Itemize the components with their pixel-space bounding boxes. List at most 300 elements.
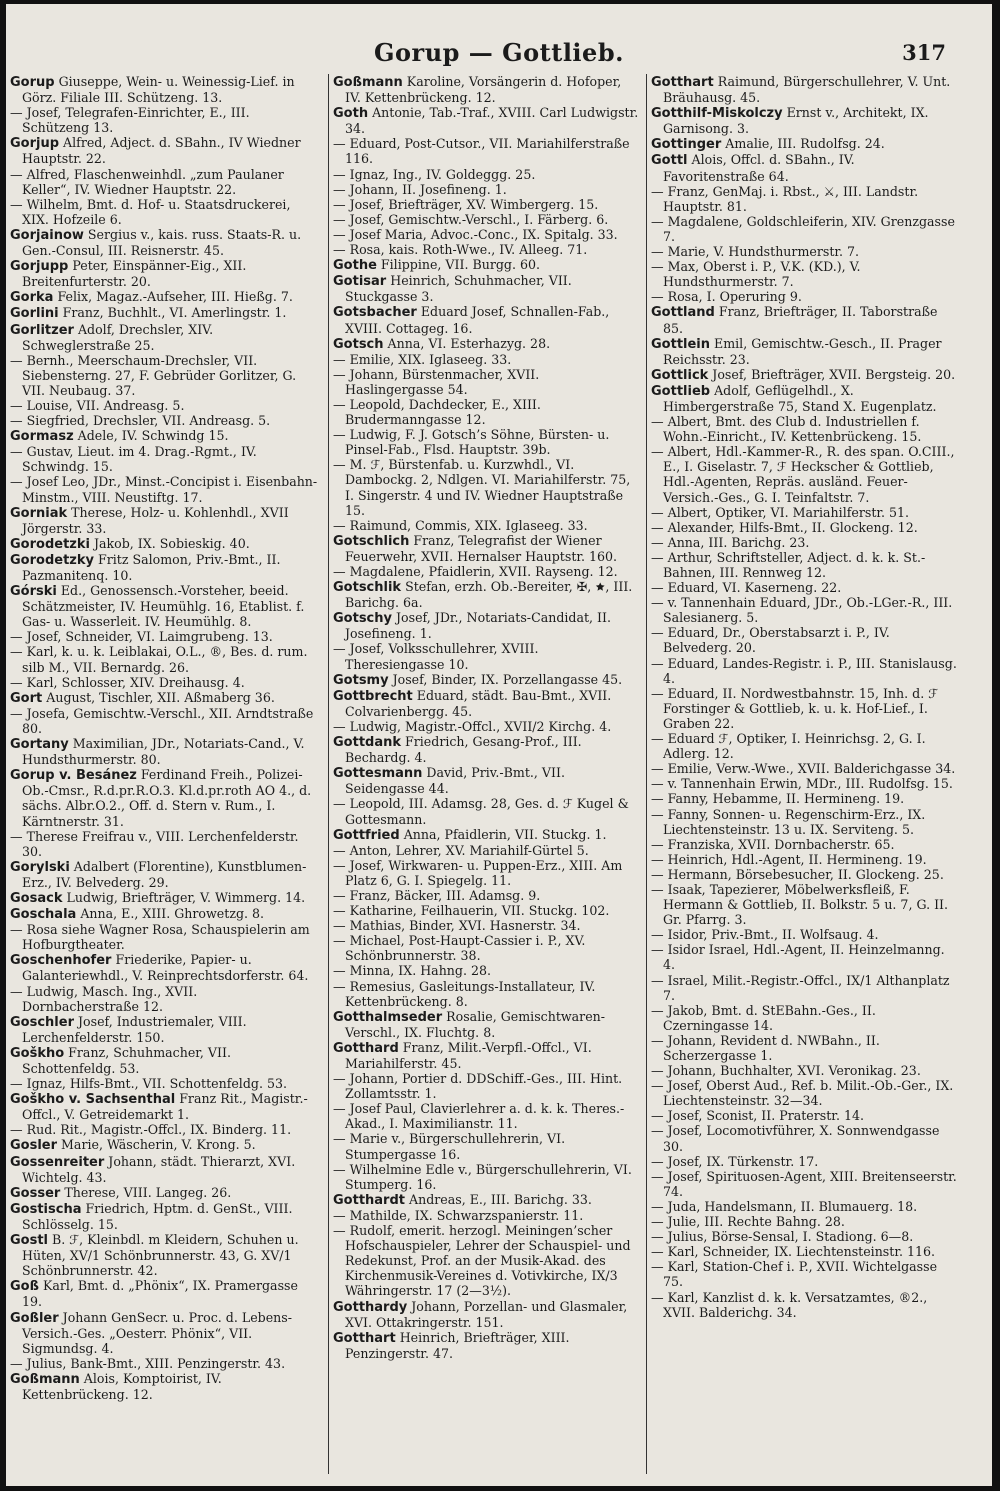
directory-entry [10,675,318,690]
directory-entry [10,474,318,504]
entry-surname: Gorjupp [10,259,69,275]
entry-surname: Gotthalmseder [333,1009,443,1025]
entry-text: — Josef, Schneider, VI. Laimgrubeng. 13. [10,629,273,645]
entry-text: — Leopold, III. Adamsg. 28, Ges. d. ℱ Kugel & Gottesmann. [333,796,629,827]
entry-text: — Josef, Gemischtw.-Verschl., I. Färberg. 6. [333,211,609,227]
running-head: Gorup — Gottlieb. [374,38,624,67]
directory-entry [651,1033,959,1063]
directory-entry [333,933,641,963]
entry-text: Andreas, E., III. Barichg. 33. [405,1191,592,1207]
entry-text: Friedrich, Hptm. d. GenSt., VIII. Schlösselg. 15. [22,1200,293,1232]
directory-entry [333,1101,641,1131]
entry-text: — Therese Freifrau v., VIII. Lerchenfelderstr. 30. [10,828,299,859]
entry-text: — Johann, Revident d. NWBahn., II. Scherzergasse 1. [651,1032,880,1063]
entry-text: — Johann, II. Josefineng. 1. [333,181,507,197]
entry-surname: Gorodetzky [10,552,94,568]
columns [10,74,956,1474]
page-number: 317 [902,40,946,65]
directory-entry [10,922,318,952]
entry-text: — Karl, k. u. k. Leiblakai, O.L., ®, Bes. d. rum. silb M., VII. Bernardg. 26. [10,644,308,675]
directory-entry [10,736,318,767]
directory-entry [651,1169,959,1199]
directory-entry [10,105,318,135]
directory-entry [10,829,318,859]
directory-entry [651,383,959,414]
entry-text: — Josef, IX. Türkenstr. 17. [651,1153,819,1169]
entry-surname: Gort [10,690,43,706]
directory-entry [333,352,641,367]
directory-entry [333,397,641,427]
entry-text: — Wilhelmine Edle v., Bürgerschullehrerin, VI. Stumperg. 16. [333,1161,632,1192]
directory-entry [10,74,318,105]
directory-entry [651,1063,959,1078]
entry-text: Alois, Offcl. d. SBahn., IV. Favoritenstraße 64. [663,152,855,184]
directory-entry [651,136,959,152]
directory-entry [10,890,318,906]
directory-entry [651,852,959,867]
entry-surname: Gorlitzer [10,322,74,338]
entry-text: — Arthur, Schriftsteller, Adject. d. k. k. St.-Bahnen, III. Rennweg 12. [651,549,926,580]
directory-entry [651,444,959,504]
entry-surname: Gorup v. Besánez [10,768,137,784]
directory-entry [333,367,641,397]
entry-surname: Gottlieb [651,383,711,399]
entry-surname: Gosser [10,1185,61,1201]
entry-text: — M. ℱ, Bürstenfab. u. Kurzwhdl., VI. Dambockg. 2, Ndlgen. VI. Mariahilferstr. 75, I. Singerstr. 4 und IV. Wiedner Hauptstraße 15. [333,457,631,518]
entry-text: — Isidor Israel, Hdl.-Agent, II. Heinzelmanng. 4. [651,942,945,973]
entry-text: — Jakob, Bmt. d. StEBahn.-Ges., II. Czerningasse 14. [651,1002,876,1033]
entry-text: Raimund, Bürgerschullehrer, V. Unt. Bräuhausg. 45. [663,74,951,106]
directory-entry [10,906,318,922]
directory-entry [10,1091,318,1122]
entry-surname: Goškho v. Sachsenthal [10,1092,176,1108]
directory-entry [10,690,318,706]
directory-entry [333,1131,641,1161]
entry-surname: Gottlein [651,336,711,352]
directory-entry [651,1078,959,1108]
entry-text: — Ludwig, Magistr.-Offcl., XVII/2 Kirchg. 4. [333,718,612,734]
directory-entry [10,984,318,1014]
entry-text: Jakob, IX. Sobieskig. 40. [89,535,250,551]
directory-entry [10,1356,318,1371]
entry-text: Adalbert (Florentine), Kunstblumen-Erz., IV. Belvederg. 29. [22,858,307,890]
entry-surname: Gossenreiter [10,1154,105,1170]
directory-entry [333,1330,641,1361]
entry-text: Adele, IV. Schwindg 15. [73,428,229,444]
entry-text: Johann, Porzellan- und Glasmaler, XVI. Ottakringerstr. 151. [345,1298,628,1330]
entry-text: — Karl, Station-Chef i. P., XVII. Wichtelgasse 75. [651,1259,938,1290]
entry-text: — Fanny, Hebamme, II. Hermineng. 19. [651,791,905,807]
directory-entry [651,214,959,244]
entry-surname: Gottlick [651,367,709,383]
directory-entry [10,1137,318,1153]
entry-text: — Franziska, XVII. Dornbacherstr. 65. [651,836,895,852]
entry-text: Giuseppe, Wein- u. Weinessig-Lief. in Görz. Filiale III. Schützeng. 13. [22,74,295,106]
directory-entry [651,595,959,625]
directory-entry [333,827,641,843]
entry-surname: Goschenhofer [10,953,112,969]
directory-entry [333,242,641,257]
entry-text: — Josef, Locomotivführer, X. Sonnwendgasse 30. [651,1123,940,1154]
directory-entry [651,580,959,595]
entry-text: — Wilhelm, Bmt. d. Hof- u. Staatsdruckerei, XIX. Hofzeile 6. [10,196,291,227]
directory-entry [651,867,959,882]
entry-text: — Rosa siehe Wagner Rosa, Schauspielerin am Hofburgtheater. [10,922,310,953]
entry-surname: Goßmann [333,75,403,90]
directory-entry [651,686,959,731]
entry-text: — Magdalene, Pfaidlerin, XVII. Rayseng. 12. [333,564,618,579]
directory-entry [10,859,318,890]
directory-entry [333,610,641,641]
entry-text: — Ignaz, Ing., IV. Goldeggg. 25. [333,166,536,182]
directory-entry [333,427,641,457]
directory-entry [651,927,959,942]
directory-entry [651,776,959,791]
directory-entry [333,273,641,304]
entry-text: — Rosa, I. Operuring 9. [651,289,802,305]
entry-surname: Gosler [10,1138,58,1154]
directory-entry [10,258,318,289]
directory-entry [651,731,959,761]
directory-entry [10,305,318,321]
entry-text: Friedrich, Gesang-Prof., III. Bechardg. 4. [345,734,582,766]
entry-text: Franz, Briefträger, II. Taborstraße 85. [663,304,938,336]
entry-surname: Gortany [10,737,69,753]
entry-surname: Goßler [10,1310,59,1326]
entry-surname: Gorjainow [10,227,84,243]
entry-text: — Julius, Börse-Sensal, I. Stadiong. 6—8. [651,1229,914,1245]
directory-entry [10,1232,318,1278]
entry-text: Josef, Binder, IX. Porzellangasse 45. [388,671,623,687]
entry-surname: Gottfried [333,827,400,843]
entry-text: Eduard, städt. Bau-Bmt., XVII. Colvarienbergg. 45. [345,687,612,719]
entry-surname: Gotthart [651,75,714,90]
entry-surname: Gostl [10,1233,49,1249]
entry-text: — Johann, Portier d. DDSchiff.-Ges., III. Hint. Zollamtsstr. 1. [333,1071,623,1102]
entry-surname: Goß [10,1279,39,1295]
entry-text: — Karl, Schlosser, XIV. Dreihausg. 4. [10,674,245,690]
directory-entry [333,1162,641,1192]
entry-surname: Gotschlik [333,580,402,596]
entry-text: Franz, Telegrafist der Wiener Feuerwehr, XVII. Hernalser Hauptstr. 160. [345,532,618,564]
entry-surname: Górski [10,584,57,600]
entry-text: Amalie, III. Rudolfsg. 24. [721,136,885,152]
directory-entry [651,1108,959,1123]
directory-entry [651,1290,959,1320]
directory-entry [10,1154,318,1185]
directory-entry [10,1371,318,1402]
entry-surname: Gottbrecht [333,688,413,704]
entry-text: — Josef, Sconist, II. Praterstr. 14. [651,1108,864,1124]
entry-text: Maximilian, JDr., Notariats-Cand., V. Hundsthurmerstr. 80. [22,736,305,768]
entry-text: — Josef Maria, Advoc.-Conc., IX. Spitalg. 33. [333,226,618,242]
entry-text: Franz Rit., Magistr.-Offcl., V. Getreidemarkt 1. [22,1091,308,1123]
entry-surname: Gorniak [10,505,68,521]
entry-text: — Karl, Schneider, IX. Liechtensteinstr. 116. [651,1244,936,1260]
directory-entry [10,167,318,197]
entry-text: — Emilie, Verw.-Wwe., XVII. Balderichgasse 34. [651,761,956,777]
entry-text: Karl, Bmt. d. „Phönix“, IX. Pramergasse 19. [22,1278,298,1310]
directory-entry [651,535,959,550]
directory-entry [10,1201,318,1232]
entry-text: — Anton, Lehrer, XV. Mariahilf-Gürtel 5. [333,842,589,858]
entry-text: — Fanny, Sonnen- u. Regenschirm-Erz., IX. Liechtensteinstr. 13 u. IX. Serviteng. 5. [651,806,926,837]
entry-surname: Gotthardy [333,1299,408,1315]
directory-entry [651,837,959,852]
directory-entry [333,688,641,719]
entry-text: — Johann, Bürstenmacher, XVII. Haslingergasse 54. [333,366,540,397]
entry-text: — Marie, V. Hundsthurmerstr. 7. [651,244,860,260]
directory-entry [651,1244,959,1259]
directory-entry [10,1045,318,1076]
entry-surname: Gorjup [10,136,60,152]
directory-entry [333,979,641,1009]
entry-text: — Josef Paul, Clavierlehrer a. d. k. k. Theres.-Akad., I. Maximilianstr. 11. [333,1101,625,1132]
entry-text: Marie, Wäscherin, V. Krong. 5. [57,1137,256,1153]
entry-surname: Gormasz [10,429,74,445]
entry-text: Peter, Einspänner-Eig., XII. Breitenfurterstr. 20. [22,258,247,290]
entry-text: Fritz Salomon, Priv.-Bmt., II. Pazmanitenq. 10. [22,551,281,583]
directory-entry [333,182,641,197]
directory-entry [10,353,318,398]
directory-entry [10,227,318,258]
entry-text: — Josef Leo, JDr., Minst.-Concipist i. Eisenbahn-Minstm., VIII. Neustiftg. 17. [10,474,318,505]
directory-entry [10,1278,318,1309]
entry-text: — Rudolf, emerit. herzogl. Meiningen’scher Hofschauspieler, Lehrer der Schauspiel- und Redekunst, Prof. an der Musik-Akad. des Kirchenmusik-Vereines d. Votivkirche, IX/3 Währingerstr. 17 (2—3½). [333,1223,631,1299]
entry-text: — Eduard ℱ, Optiker, I. Heinrichsg. 2, G. I. Adlerg. 12. [651,731,926,762]
entry-surname: Gorup [10,75,55,90]
entry-text: — Isidor, Priv.-Bmt., II. Wolfsaug. 4. [651,927,879,943]
entry-text: — Franz, GenMaj. i. Rbst., ⚔, III. Landstr. Hauptstr. 81. [651,183,919,214]
entry-text: — Ludwig, Masch. Ing., XVII. Dornbacherstraße 12. [10,983,198,1014]
entry-text: — Leopold, Dachdecker, E., XIII. Brudermanngasse 12. [333,396,541,428]
directory-entry [651,289,959,304]
directory-page [6,4,992,1486]
entry-surname: Goschler [10,1014,74,1030]
directory-entry [651,520,959,535]
column-right [646,74,959,1474]
entry-text: — Magdalene, Goldschleiferin, XIV. Grenzgasse 7. [651,213,955,244]
entry-text: Franz, Buchhlt., VI. Amerlingstr. 1. [58,305,287,321]
entry-surname: Gottesmann [333,766,423,782]
directory-entry [10,428,318,444]
directory-entry [333,641,641,671]
entry-surname: Gorylski [10,859,70,875]
directory-entry [10,197,318,227]
entry-text: Therese, Holz- u. Kohlenhdl., XVII Jörgerstr. 33. [22,504,289,536]
entry-text: Johann, städt. Thierarzt, XVI. Wichtelg. 43. [22,1153,296,1185]
directory-entry [333,858,641,888]
entry-text: — Juda, Handelsmann, II. Blumauerg. 18. [651,1198,918,1214]
directory-entry [333,672,641,688]
directory-entry [651,550,959,580]
entry-surname: Gottdank [333,735,402,751]
directory-entry [333,257,641,273]
entry-surname: Gotthilf-Miskolczy [651,106,783,122]
entry-text: — Albert, Bmt. des Club d. Industriellen f. Wohn.-Einricht., IV. Kettenbrückeng. 15. [651,414,922,445]
entry-text: — Josef, Oberst Aud., Ref. b. Milit.-Ob.-Ger., IX. Liechtensteinstr. 32—34. [651,1078,954,1109]
directory-entry [333,1299,641,1330]
entry-text: — Israel, Milit.-Registr.-Offcl., IX/1 Althanplatz 7. [651,972,950,1003]
entry-text: — Albert, Hdl.-Kammer-R., R. des span. O.CIII., E., I. Giselastr. 7, ℱ Heckscher & Gottlieb, Hdl.-Agenten, Repräs. ausländ. Feuer-Versich.-Ges., G. I. Teinfaltstr. 7. [651,444,955,505]
directory-entry [651,1214,959,1229]
directory-entry [651,152,959,183]
directory-entry [651,942,959,972]
directory-entry [10,629,318,644]
entry-text: — Josef, Volksschullehrer, XVIII. Theresiengasse 10. [333,641,539,672]
entry-text: — Alexander, Hilfs-Bmt., II. Glockeng. 12. [651,519,918,535]
entry-text: Ludwig, Briefträger, V. Wimmerg. 14. [62,889,306,905]
entry-text: Rosalie, Gemischtwaren-Verschl., IX. Fluchtg. 8. [345,1008,606,1040]
directory-entry [10,444,318,474]
entry-text: Josef, Industriemaler, VIII. Lerchenfelderstr. 150. [22,1013,247,1045]
entry-text: — Emilie, XIX. Iglaseeg. 33. [333,351,512,367]
directory-entry [10,1014,318,1045]
entry-surname: Gotthardt [333,1192,405,1208]
directory-entry [10,552,318,583]
entry-surname: Gotschlich [333,533,410,549]
entry-text: — Max, Oberst i. P., V.K. (KD.), V. Hundsthurmerstr. 7. [651,259,861,290]
directory-entry [333,918,641,933]
directory-entry [333,963,641,978]
directory-entry [333,719,641,734]
entry-surname: Gotsch [333,336,384,352]
entry-text: Johann GenSecr. u. Proc. d. Lebens-Versich.-Ges. „Oesterr. Phönix“, VII. Sigmundsg. 4. [22,1309,292,1356]
directory-entry [651,625,959,655]
entry-text: — Mathias, Binder, XVI. Hasnerstr. 34. [333,918,581,934]
directory-entry [651,1154,959,1169]
entry-text: — Albert, Optiker, VI. Mariahilferstr. 51. [651,504,910,520]
entry-text: — Katharine, Feilhauerin, VII. Stuckg. 102. [333,903,610,919]
entry-text: — Josef, Telegrafen-Einrichter, E., III. Schützeng 13. [10,105,250,136]
directory-entry [333,888,641,903]
entry-text: Stefan, erzh. Ob.-Bereiter, ✠, 🟊, III. Barichg. 6a. [345,579,633,611]
entry-surname: Gottinger [651,137,722,153]
entry-text: — Josef, Spirituosen-Agent, XIII. Breitenseerstr. 74. [651,1168,957,1199]
entry-text: Adolf, Geflügelhdl., X. Himbergerstraße 75, Stand X. Eugenplatz. [663,382,937,414]
directory-entry [651,304,959,335]
directory-entry [10,767,318,828]
directory-entry [333,1071,641,1101]
entry-text: Antonie, Tab.-Traf., XVIII. Carl Ludwigstr. 34. [345,105,639,137]
entry-text: Filippine, VII. Burgg. 60. [376,257,541,273]
directory-entry [333,304,641,335]
entry-text: — Gustav, Lieut. im 4. Drag.-Rgmt., IV. Schwindg. 15. [10,444,257,475]
directory-entry [10,1076,318,1091]
directory-entry [333,74,641,105]
directory-entry [333,336,641,352]
directory-entry [651,761,959,776]
directory-entry [10,583,318,629]
entry-text: — Siegfried, Drechsler, VII. Andreasg. 5. [10,413,271,429]
entry-text: — Isaak, Tapezierer, Möbelwerksfleiß, F. Hermann & Gottlieb, II. Bolkstr. 5 u. 7, G. II. Gr. Pfarrg. 3. [651,881,949,928]
entry-text: — Rud. Rit., Magistr.-Offcl., IX. Binderg. 11. [10,1122,292,1138]
directory-entry [333,457,641,517]
directory-entry [10,289,318,305]
entry-surname: Gotthart [333,1330,396,1346]
entry-text: — Karl, Kanzlist d. k. k. Versatzamtes, ®2., XVII. Balderichg. 34. [651,1289,928,1320]
entry-text: — Eduard, VI. Kaserneng. 22. [651,580,842,596]
directory-entry [651,367,959,383]
entry-surname: Gotsbacher [333,305,417,321]
directory-entry [333,1009,641,1040]
entry-text: Josef, Briefträger, XVII. Bergsteig. 20. [708,366,956,382]
entry-text: Franz, Milit.-Verpfl.-Offcl., VI. Mariahilferstr. 45. [345,1039,592,1071]
directory-entry [333,796,641,826]
directory-entry [333,136,641,166]
entry-surname: Gostischa [10,1201,82,1217]
entry-text: — Hermann, Börsebesucher, II. Glockeng. 25. [651,866,944,882]
entry-surname: Gotisar [333,274,387,290]
directory-entry [651,336,959,367]
entry-text: — Eduard, II. Nordwestbahnstr. 15, Inh. d. ℱ Forstinger & Gottlieb, k. u. k. Hof-Lief., I. Graben 22. [651,685,939,731]
directory-entry [333,1208,641,1223]
directory-entry [651,1003,959,1033]
entry-text: — Rosa, kais. Roth-Wwe., IV. Alleeg. 71. [333,242,588,258]
directory-entry [651,505,959,520]
entry-surname: Gothe [333,258,377,274]
entry-text: — Eduard, Post-Cutsor., VII. Mariahilferstraße 116. [333,136,630,167]
entry-surname: Goškho [10,1045,65,1061]
directory-entry [651,74,959,105]
directory-entry [651,656,959,686]
entry-text: — Bernh., Meerschaum-Drechsler, VII. Siebensterng. 27, F. Gebrüder Gorlitzer, G. VII. Neubaug. 37. [10,352,297,398]
entry-text: — Eduard, Landes-Registr. i. P., III. Stanislausg. 4. [651,655,957,686]
entry-text: — Mathilde, IX. Schwarzspanierstr. 11. [333,1207,584,1223]
directory-entry [333,564,641,579]
entry-text: — Alfred, Flaschenweinhdl. „zum Paulaner Keller“, IV. Wiedner Hauptstr. 22. [10,166,284,197]
entry-text: — Eduard, Dr., Oberstabsarzt i. P., IV. Belvederg. 20. [651,625,890,656]
entry-text: Ed., Genossensch.-Vorsteher, beeid. Schätzmeister, IV. Heumühlg. 16, Etablist. f. Gas- u. Wasserleit. IV. Heumühlg. 8. [22,583,305,630]
entry-text: — Raimund, Commis, XIX. Iglaseeg. 33. [333,517,588,533]
directory-entry [333,105,641,136]
entry-surname: Gotthard [333,1040,399,1056]
entry-text: Sergius v., kais. russ. Staats-R. u. Gen.-Consul, III. Reisnerstr. 45. [22,226,302,259]
entry-text: Alfred, Adject. d. SBahn., IV Wiedner Hauptstr. 22. [22,135,301,167]
directory-entry [651,882,959,927]
entry-text: Ernst v., Architekt, IX. Garnisong. 3. [663,105,929,137]
entry-text: — Josef, Wirkwaren- u. Puppen-Erz., XIII. Am Platz 6, G. I. Spiegelg. 11. [333,857,623,888]
entry-text: — Remesius, Gasleitungs-Installateur, IV. Kettenbrückeng. 8. [333,978,596,1009]
entry-text: Anna, VI. Esterhazyg. 28. [383,335,551,351]
directory-entry [10,398,318,413]
directory-entry [333,1040,641,1071]
directory-entry [333,197,641,212]
entry-text: David, Priv.-Bmt., VII. Seidengasse 44. [345,765,565,797]
entry-text: — Louise, VII. Andreasg. 5. [10,397,185,413]
entry-text: Emil, Gemischtw.-Gesch., II. Prager Reichsstr. 23. [663,335,942,367]
entry-text: Karoline, Vorsängerin d. Hofoper, IV. Kettenbrückeng. 12. [345,74,622,106]
entry-text: Adolf, Drechsler, XIV. Schweglerstraße 25. [22,321,214,353]
entry-surname: Goth [333,106,369,122]
directory-entry [651,105,959,136]
directory-entry [333,734,641,765]
directory-entry [333,903,641,918]
entry-surname: Gotschy [333,611,392,627]
directory-entry [333,167,641,182]
directory-entry [10,1310,318,1356]
entry-text: — Anna, III. Barichg. 23. [651,534,810,550]
entry-text: — Michael, Post-Haupt-Cassier i. P., XV. Schönbrunnerstr. 38. [333,933,586,964]
entry-surname: Gorka [10,290,54,306]
directory-entry [10,536,318,552]
directory-entry [10,505,318,536]
directory-entry [333,765,641,796]
directory-entry [651,1123,959,1153]
entry-text: Anna, E., XIII. Ghrowetzg. 8. [76,906,265,922]
directory-entry [651,973,959,1003]
directory-entry [10,322,318,353]
